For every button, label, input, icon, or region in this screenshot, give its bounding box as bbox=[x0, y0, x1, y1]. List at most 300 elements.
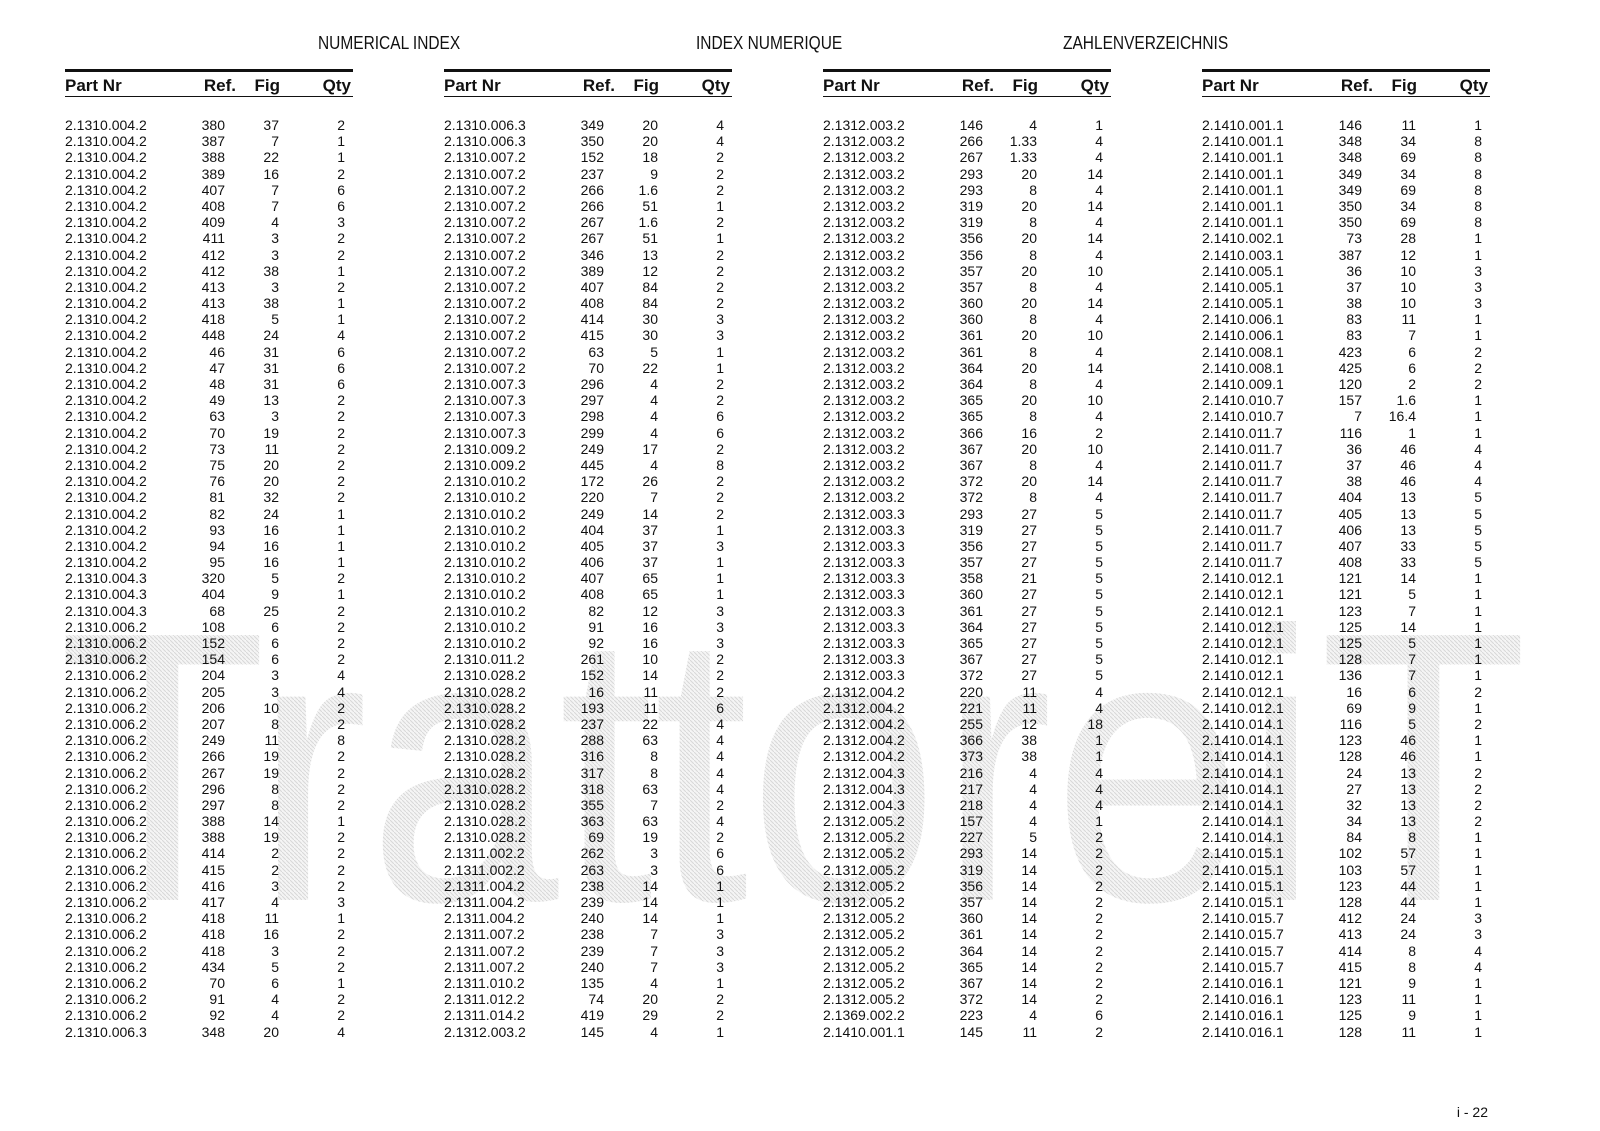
table-row bbox=[65, 813, 353, 829]
fig-value: 16 bbox=[263, 537, 279, 554]
column-header bbox=[1202, 69, 1490, 97]
ref-value: 319 bbox=[959, 521, 983, 538]
qty-value: 4 bbox=[1095, 246, 1103, 263]
part-number: 2.1310.011.2 bbox=[444, 651, 525, 668]
table-row bbox=[823, 684, 1111, 700]
part-number: 2.1310.028.2 bbox=[444, 829, 526, 846]
table-row bbox=[65, 732, 353, 748]
part-number: 2.1310.007.3 bbox=[444, 408, 526, 425]
qty-value: 2 bbox=[1095, 424, 1103, 441]
ref-value: 293 bbox=[959, 165, 983, 182]
qty-value: 1 bbox=[337, 813, 345, 830]
fig-value: 20 bbox=[1021, 392, 1037, 409]
ref-value: 249 bbox=[580, 440, 604, 457]
fig-value: 13 bbox=[1400, 505, 1416, 522]
qty-value: 2 bbox=[716, 440, 724, 457]
ref-value: 82 bbox=[588, 602, 604, 619]
heading-german: ZAHLENVERZEICHNIS bbox=[1063, 33, 1229, 53]
ref-value: 157 bbox=[1338, 392, 1362, 409]
fig-value: 20 bbox=[1021, 327, 1037, 344]
ref-value: 69 bbox=[588, 829, 604, 846]
table-row bbox=[823, 230, 1111, 246]
table-row bbox=[65, 862, 353, 878]
ref-value: 364 bbox=[959, 359, 983, 376]
fig-value: 16 bbox=[263, 926, 279, 943]
qty-value: 4 bbox=[1095, 796, 1103, 813]
ref-value: 364 bbox=[959, 618, 983, 635]
part-number: 2.1310.004.2 bbox=[65, 359, 147, 376]
fig-value: 14 bbox=[1400, 618, 1416, 635]
part-number: 2.1312.003.2 bbox=[444, 1023, 526, 1040]
part-number: 2.1410.011.7 bbox=[1202, 456, 1283, 473]
table-row bbox=[444, 603, 732, 619]
qty-value: 2 bbox=[337, 1007, 345, 1024]
part-number: 2.1311.014.2 bbox=[444, 1007, 525, 1024]
fig-value: 3 bbox=[271, 278, 279, 295]
table-row bbox=[444, 441, 732, 457]
ref-value: 38 bbox=[1346, 295, 1362, 312]
fig-value: 27 bbox=[1021, 651, 1037, 668]
table-row bbox=[1202, 279, 1490, 295]
qty-value: 5 bbox=[1095, 618, 1103, 635]
ref-value: 205 bbox=[201, 683, 225, 700]
qty-value: 1 bbox=[1474, 829, 1482, 846]
fig-value: 8 bbox=[1029, 456, 1037, 473]
table-row bbox=[823, 117, 1111, 133]
qty-value: 4 bbox=[1095, 133, 1103, 150]
fig-value: 20 bbox=[642, 991, 658, 1008]
index-column-4 bbox=[1202, 69, 1490, 1040]
ref-value: 415 bbox=[201, 861, 225, 878]
ref-value: 445 bbox=[580, 456, 604, 473]
table-row bbox=[1202, 408, 1490, 424]
qty-value: 6 bbox=[716, 861, 724, 878]
part-number: 2.1312.005.2 bbox=[823, 845, 905, 862]
part-number: 2.1312.003.3 bbox=[823, 521, 905, 538]
ref-value: 47 bbox=[209, 359, 225, 376]
heading-french: INDEX NUMERIQUE bbox=[696, 33, 843, 53]
ref-value: 237 bbox=[580, 715, 604, 732]
ref-value: 69 bbox=[1346, 699, 1362, 716]
table-row bbox=[1202, 991, 1490, 1007]
qty-value: 1 bbox=[1474, 117, 1482, 133]
header-ref: Ref. bbox=[582, 76, 615, 95]
fig-value: 9 bbox=[650, 165, 658, 182]
qty-value: 1 bbox=[337, 554, 345, 571]
qty-value: 6 bbox=[337, 359, 345, 376]
part-number: 2.1310.006.2 bbox=[65, 715, 147, 732]
table-row bbox=[65, 344, 353, 360]
ref-value: 372 bbox=[959, 489, 983, 506]
ref-value: 358 bbox=[959, 570, 983, 587]
table-row bbox=[823, 586, 1111, 602]
table-row bbox=[65, 166, 353, 182]
qty-value: 4 bbox=[716, 780, 724, 797]
ref-value: 38 bbox=[1346, 473, 1362, 490]
header-fig: Fig bbox=[633, 76, 659, 95]
table-row bbox=[444, 263, 732, 279]
fig-value: 17 bbox=[642, 440, 658, 457]
table-row bbox=[444, 230, 732, 246]
qty-value: 8 bbox=[1474, 165, 1482, 182]
fig-value: 46 bbox=[1400, 473, 1416, 490]
part-number: 2.1312.003.2 bbox=[823, 278, 905, 295]
qty-value: 2 bbox=[337, 473, 345, 490]
qty-value: 1 bbox=[716, 343, 724, 360]
table-row bbox=[65, 845, 353, 861]
fig-value: 13 bbox=[1400, 796, 1416, 813]
table-row bbox=[444, 716, 732, 732]
qty-value: 2 bbox=[1095, 991, 1103, 1008]
qty-value: 2 bbox=[716, 796, 724, 813]
table-row bbox=[444, 684, 732, 700]
header-part-nr: Part Nr bbox=[1202, 76, 1259, 95]
ref-value: 91 bbox=[209, 991, 225, 1008]
qty-value: 5 bbox=[1095, 635, 1103, 651]
table-row bbox=[65, 279, 353, 295]
fig-value: 14 bbox=[1021, 861, 1037, 878]
part-number: 2.1310.004.2 bbox=[65, 537, 147, 554]
fig-value: 63 bbox=[642, 780, 658, 797]
fig-value: 4 bbox=[1029, 1007, 1037, 1024]
qty-value: 1 bbox=[1474, 570, 1482, 587]
ref-value: 108 bbox=[201, 618, 225, 635]
part-number: 2.1410.011.7 bbox=[1202, 473, 1283, 490]
ref-value: 249 bbox=[201, 732, 225, 749]
ref-value: 412 bbox=[201, 246, 225, 263]
ref-value: 412 bbox=[1338, 910, 1362, 927]
part-number: 2.1410.010.7 bbox=[1202, 408, 1284, 425]
qty-value: 2 bbox=[1095, 829, 1103, 846]
qty-value: 5 bbox=[1474, 521, 1482, 538]
fig-value: 8 bbox=[1029, 181, 1037, 198]
part-number: 2.1310.004.2 bbox=[65, 424, 147, 441]
ref-value: 367 bbox=[959, 440, 983, 457]
part-number: 2.1310.004.2 bbox=[65, 149, 147, 166]
ref-value: 409 bbox=[201, 214, 225, 231]
qty-value: 2 bbox=[337, 715, 345, 732]
qty-value: 2 bbox=[1474, 796, 1482, 813]
qty-value: 1 bbox=[1474, 861, 1482, 878]
fig-value: 8 bbox=[1408, 829, 1416, 846]
table-row bbox=[65, 425, 353, 441]
fig-value: 3 bbox=[271, 942, 279, 959]
table-row bbox=[65, 878, 353, 894]
ref-value: 135 bbox=[580, 974, 604, 991]
qty-value: 1 bbox=[337, 262, 345, 279]
part-number: 2.1310.006.2 bbox=[65, 910, 147, 927]
part-number: 2.1311.007.2 bbox=[444, 926, 525, 943]
table-row bbox=[1202, 327, 1490, 343]
part-number: 2.1310.010.2 bbox=[444, 602, 526, 619]
qty-value: 3 bbox=[1474, 926, 1482, 943]
ref-value: 84 bbox=[1346, 829, 1362, 846]
qty-value: 4 bbox=[337, 1023, 345, 1040]
fig-value: 16 bbox=[1021, 424, 1037, 441]
part-number: 2.1312.003.3 bbox=[823, 651, 905, 668]
ref-value: 361 bbox=[959, 602, 983, 619]
table-row bbox=[823, 408, 1111, 424]
part-number: 2.1311.002.2 bbox=[444, 845, 525, 862]
fig-value: 24 bbox=[1400, 910, 1416, 927]
qty-value: 6 bbox=[1095, 1007, 1103, 1024]
ref-value: 418 bbox=[201, 311, 225, 328]
table-row bbox=[444, 959, 732, 975]
ref-value: 121 bbox=[1338, 570, 1362, 587]
part-number: 2.1410.016.1 bbox=[1202, 974, 1284, 991]
ref-value: 418 bbox=[201, 926, 225, 943]
part-number: 2.1410.010.7 bbox=[1202, 392, 1284, 409]
ref-value: 82 bbox=[209, 505, 225, 522]
table-row bbox=[1202, 425, 1490, 441]
qty-value: 1 bbox=[1474, 586, 1482, 603]
table-row bbox=[65, 117, 353, 133]
qty-value: 10 bbox=[1087, 327, 1103, 344]
ref-value: 91 bbox=[588, 618, 604, 635]
qty-value: 2 bbox=[337, 165, 345, 182]
fig-value: 4 bbox=[650, 974, 658, 991]
part-number: 2.1312.003.3 bbox=[823, 618, 905, 635]
ref-value: 372 bbox=[959, 667, 983, 684]
table-row bbox=[65, 311, 353, 327]
ref-value: 34 bbox=[1346, 813, 1362, 830]
part-number: 2.1310.006.2 bbox=[65, 861, 147, 878]
fig-value: 14 bbox=[1400, 570, 1416, 587]
fig-value: 14 bbox=[642, 894, 658, 910]
qty-value: 8 bbox=[1474, 214, 1482, 231]
fig-value: 31 bbox=[263, 343, 279, 360]
fig-value: 20 bbox=[1021, 165, 1037, 182]
fig-value: 8 bbox=[271, 796, 279, 813]
part-number: 2.1311.007.2 bbox=[444, 958, 525, 975]
part-number: 2.1410.015.7 bbox=[1202, 926, 1284, 943]
table-row bbox=[444, 926, 732, 942]
fig-value: 5 bbox=[271, 958, 279, 975]
table-row bbox=[1202, 538, 1490, 554]
qty-value: 2 bbox=[337, 748, 345, 765]
fig-value: 7 bbox=[650, 489, 658, 506]
table-row bbox=[444, 247, 732, 263]
ref-value: 267 bbox=[580, 214, 604, 231]
qty-value: 2 bbox=[716, 473, 724, 490]
fig-value: 4 bbox=[650, 376, 658, 392]
heading-english: NUMERICAL INDEX bbox=[318, 33, 461, 53]
ref-value: 297 bbox=[580, 392, 604, 409]
qty-value: 5 bbox=[1095, 521, 1103, 538]
part-number: 2.1310.004.3 bbox=[65, 570, 147, 587]
part-number: 2.1310.007.2 bbox=[444, 165, 526, 182]
ref-value: 146 bbox=[1338, 117, 1362, 133]
table-row bbox=[823, 311, 1111, 327]
table-row bbox=[444, 781, 732, 797]
ref-value: 408 bbox=[580, 586, 604, 603]
fig-value: 3 bbox=[271, 683, 279, 700]
part-number: 2.1312.003.3 bbox=[823, 505, 905, 522]
fig-value: 3 bbox=[271, 877, 279, 894]
part-number: 2.1312.003.3 bbox=[823, 554, 905, 571]
ref-value: 239 bbox=[580, 942, 604, 959]
fig-value: 11 bbox=[264, 732, 279, 749]
part-number: 2.1312.005.2 bbox=[823, 991, 905, 1008]
fig-value: 2 bbox=[271, 845, 279, 862]
fig-value: 11 bbox=[1022, 699, 1037, 716]
part-number: 2.1312.003.2 bbox=[823, 149, 905, 166]
part-number: 2.1410.005.1 bbox=[1202, 278, 1284, 295]
qty-value: 1 bbox=[716, 359, 724, 376]
part-number: 2.1310.004.2 bbox=[65, 165, 147, 182]
qty-value: 5 bbox=[1095, 505, 1103, 522]
part-number: 2.1310.010.2 bbox=[444, 618, 526, 635]
part-number: 2.1410.012.1 bbox=[1202, 667, 1284, 684]
table-row bbox=[823, 344, 1111, 360]
fig-value: 63 bbox=[642, 813, 658, 830]
table-row bbox=[823, 214, 1111, 230]
part-number: 2.1310.004.2 bbox=[65, 521, 147, 538]
qty-value: 2 bbox=[716, 991, 724, 1008]
ref-value: 123 bbox=[1338, 991, 1362, 1008]
ref-value: 73 bbox=[209, 440, 225, 457]
qty-value: 1 bbox=[337, 537, 345, 554]
ref-value: 316 bbox=[580, 748, 604, 765]
table-row bbox=[823, 1007, 1111, 1023]
ref-value: 346 bbox=[580, 246, 604, 263]
fig-value: 8 bbox=[1408, 942, 1416, 959]
table-row bbox=[65, 554, 353, 570]
qty-value: 2 bbox=[716, 683, 724, 700]
part-number: 2.1410.011.7 bbox=[1202, 537, 1283, 554]
fig-value: 34 bbox=[1400, 165, 1416, 182]
part-number: 2.1410.015.1 bbox=[1202, 877, 1284, 894]
qty-value: 8 bbox=[1474, 149, 1482, 166]
table-row bbox=[823, 263, 1111, 279]
table-row bbox=[1202, 376, 1490, 392]
ref-value: 70 bbox=[209, 424, 225, 441]
qty-value: 2 bbox=[337, 635, 345, 651]
fig-value: 33 bbox=[1400, 537, 1416, 554]
fig-value: 5 bbox=[1408, 586, 1416, 603]
qty-value: 6 bbox=[716, 408, 724, 425]
ref-value: 357 bbox=[959, 262, 983, 279]
part-number: 2.1312.005.2 bbox=[823, 861, 905, 878]
table-row bbox=[65, 360, 353, 376]
qty-value: 4 bbox=[1095, 764, 1103, 781]
ref-value: 319 bbox=[959, 861, 983, 878]
fig-value: 7 bbox=[1408, 667, 1416, 684]
table-row bbox=[444, 198, 732, 214]
part-number: 2.1410.012.1 bbox=[1202, 570, 1284, 587]
qty-value: 1 bbox=[1095, 813, 1103, 830]
fig-value: 22 bbox=[263, 149, 279, 166]
fig-value: 1.6 bbox=[638, 214, 658, 231]
table-row bbox=[823, 910, 1111, 926]
part-number: 2.1410.011.7 bbox=[1202, 505, 1283, 522]
ref-value: 123 bbox=[1338, 877, 1362, 894]
table-row bbox=[823, 376, 1111, 392]
ref-value: 407 bbox=[1338, 537, 1362, 554]
ref-value: 319 bbox=[959, 197, 983, 214]
ref-value: 364 bbox=[959, 942, 983, 959]
qty-value: 4 bbox=[1095, 780, 1103, 797]
ref-value: 361 bbox=[959, 926, 983, 943]
part-number: 2.1410.012.1 bbox=[1202, 699, 1284, 716]
qty-value: 1 bbox=[716, 197, 724, 214]
table-row bbox=[65, 1007, 353, 1023]
table-row bbox=[444, 344, 732, 360]
ref-value: 83 bbox=[1346, 327, 1362, 344]
ref-value: 387 bbox=[1338, 246, 1362, 263]
part-number: 2.1310.010.2 bbox=[444, 635, 526, 651]
table-row bbox=[65, 603, 353, 619]
table-row bbox=[1202, 1007, 1490, 1023]
ref-value: 367 bbox=[959, 974, 983, 991]
table-row bbox=[444, 133, 732, 149]
fig-value: 4 bbox=[271, 991, 279, 1008]
part-number: 2.1310.010.2 bbox=[444, 537, 526, 554]
ref-value: 172 bbox=[580, 473, 604, 490]
part-number: 2.1410.015.1 bbox=[1202, 894, 1284, 910]
qty-value: 1 bbox=[1474, 246, 1482, 263]
qty-value: 2 bbox=[1095, 958, 1103, 975]
header-ref: Ref. bbox=[961, 76, 994, 95]
fig-value: 20 bbox=[642, 133, 658, 150]
part-number: 2.1312.005.2 bbox=[823, 877, 905, 894]
fig-value: 12 bbox=[642, 262, 658, 279]
part-number: 2.1310.006.2 bbox=[65, 829, 147, 846]
ref-value: 36 bbox=[1346, 262, 1362, 279]
part-number: 2.1310.028.2 bbox=[444, 715, 526, 732]
fig-value: 14 bbox=[642, 910, 658, 927]
table-row bbox=[1202, 457, 1490, 473]
ref-value: 83 bbox=[1346, 311, 1362, 328]
part-number: 2.1310.007.2 bbox=[444, 214, 526, 231]
ref-value: 32 bbox=[1346, 796, 1362, 813]
fig-value: 20 bbox=[1021, 473, 1037, 490]
ref-value: 152 bbox=[201, 635, 225, 651]
qty-value: 5 bbox=[1095, 586, 1103, 603]
part-number: 2.1312.003.2 bbox=[823, 133, 905, 150]
fig-value: 4 bbox=[1029, 117, 1037, 133]
part-number: 2.1310.028.2 bbox=[444, 764, 526, 781]
part-number: 2.1410.006.1 bbox=[1202, 327, 1284, 344]
table-row bbox=[823, 522, 1111, 538]
fig-value: 65 bbox=[642, 570, 658, 587]
qty-value: 1 bbox=[1474, 1023, 1482, 1040]
qty-value: 5 bbox=[1474, 537, 1482, 554]
part-number: 2.1410.016.1 bbox=[1202, 1023, 1284, 1040]
fig-value: 5 bbox=[271, 570, 279, 587]
qty-value: 8 bbox=[337, 732, 345, 749]
ref-value: 360 bbox=[959, 910, 983, 927]
ref-value: 320 bbox=[201, 570, 225, 587]
part-number: 2.1410.001.1 bbox=[1202, 133, 1284, 150]
qty-value: 2 bbox=[337, 829, 345, 846]
qty-value: 1 bbox=[716, 910, 724, 927]
table-row bbox=[1202, 295, 1490, 311]
table-row bbox=[823, 133, 1111, 149]
fig-value: 27 bbox=[1021, 635, 1037, 651]
qty-value: 1 bbox=[1474, 748, 1482, 765]
qty-value: 4 bbox=[716, 715, 724, 732]
qty-value: 4 bbox=[1474, 440, 1482, 457]
qty-value: 1 bbox=[1095, 732, 1103, 749]
part-number: 2.1310.004.2 bbox=[65, 230, 147, 247]
qty-value: 1 bbox=[716, 894, 724, 910]
part-number: 2.1410.001.1 bbox=[823, 1023, 905, 1040]
table-row bbox=[65, 797, 353, 813]
part-number: 2.1310.007.2 bbox=[444, 327, 526, 344]
fig-value: 27 bbox=[1021, 554, 1037, 571]
header-fig: Fig bbox=[254, 76, 280, 95]
